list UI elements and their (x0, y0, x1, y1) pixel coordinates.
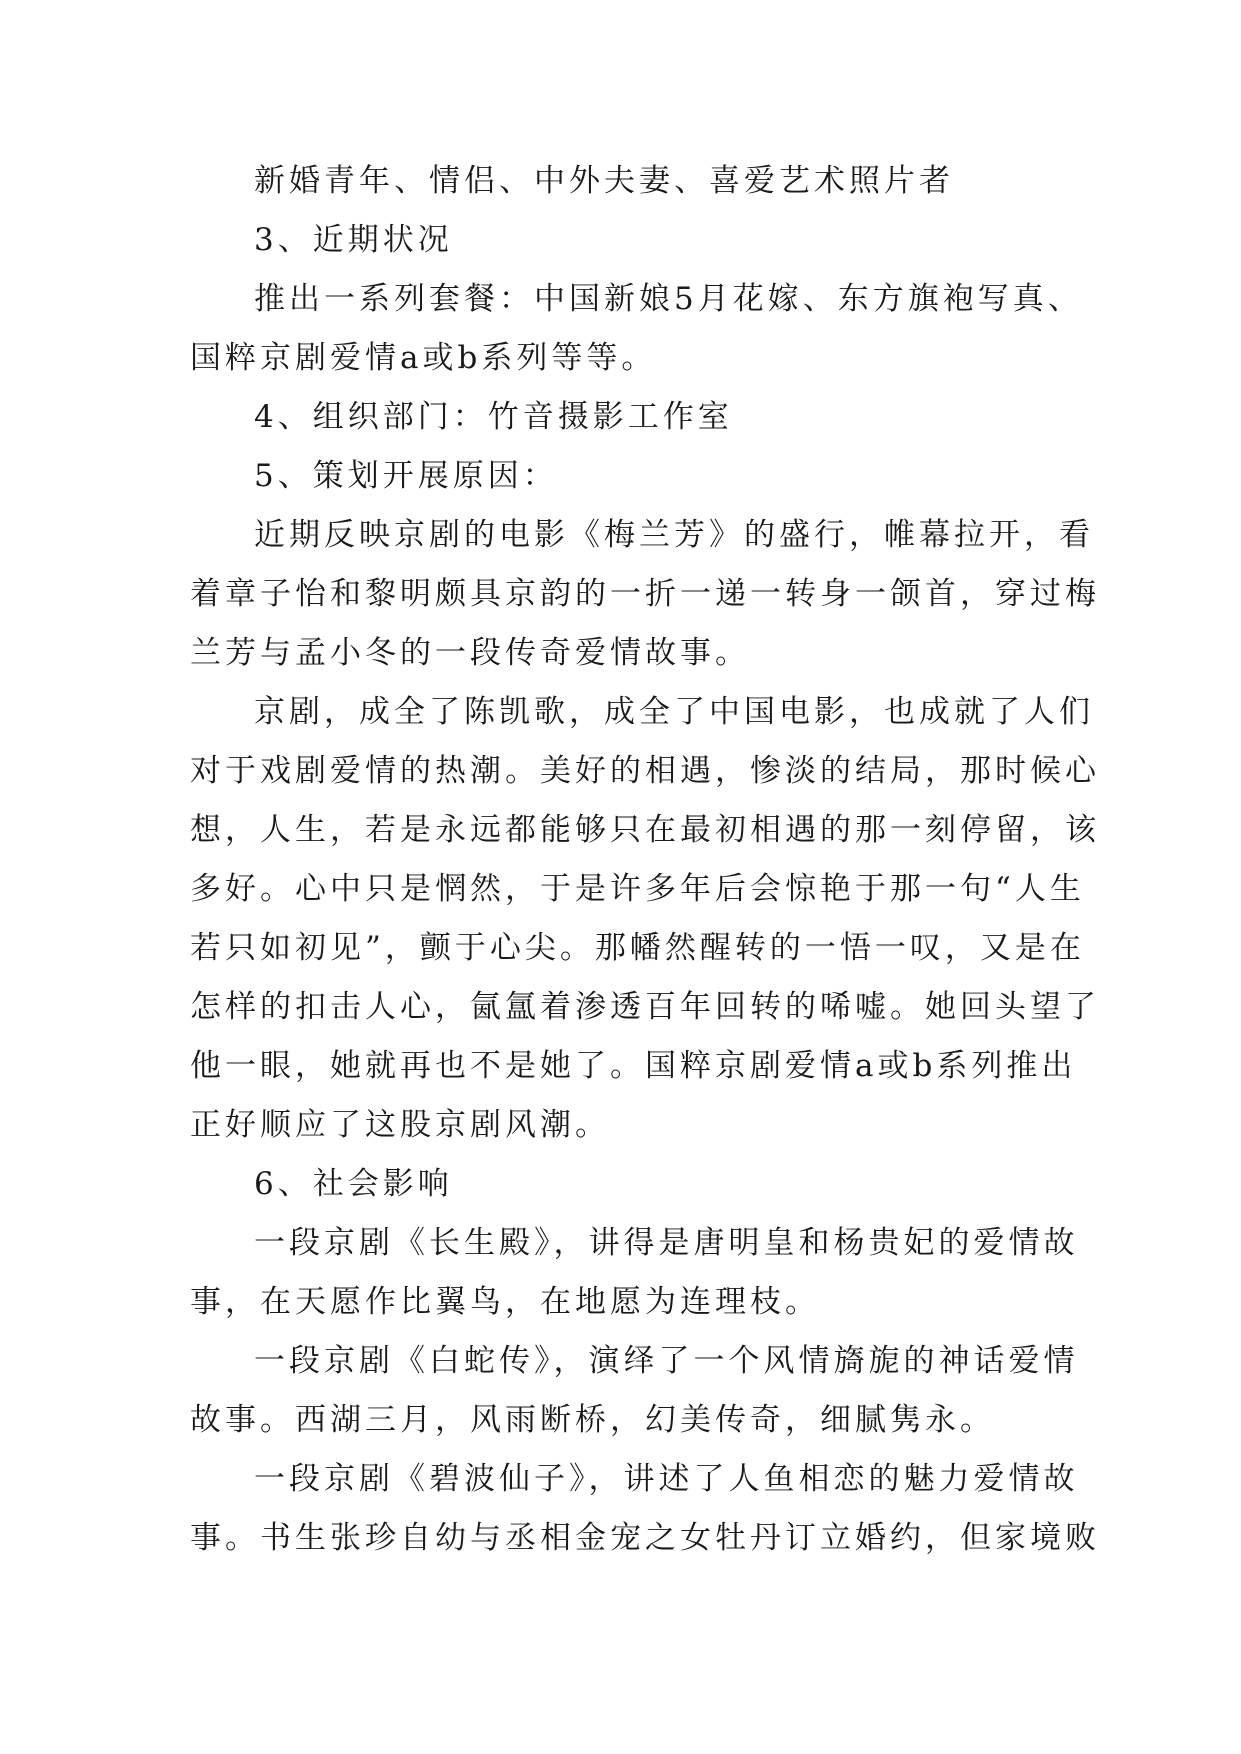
text-line: 对于戏剧爱情的热潮。美好的相遇，惨淡的结局，那时候心 (190, 753, 1100, 789)
text-line: 推出一系列套餐：中国新娘5月花嫁、东方旗袍写真、 (254, 281, 1083, 317)
section-heading: 6、社会影响 (254, 1166, 453, 1202)
text-line: 想，人生，若是永远都能够只在最初相遇的那一刻停留，该 (190, 812, 1100, 848)
text-line: 兰芳与孟小冬的一段传奇爱情故事。 (190, 635, 750, 671)
text-line: 一段京剧《碧波仙子》，讲述了人鱼相恋的魅力爱情故 (254, 1461, 1079, 1497)
section-heading: 3、近期状况 (254, 222, 453, 258)
text-line: 一段京剧《白蛇传》，演绎了一个风情旖旎的神话爱情 (254, 1343, 1079, 1379)
section-heading: 4、组织部门：竹音摄影工作室 (254, 399, 733, 435)
text-line: 多好。心中只是惘然，于是许多年后会惊艳于那一句“人生 (190, 871, 1085, 907)
text-line: 他一眼，她就再也不是她了。国粹京剧爱情a或b系列推出 (190, 1048, 1077, 1084)
text-line: 京剧，成全了陈凯歌，成全了中国电影，也成就了人们 (254, 694, 1094, 730)
text-line: 着章子怡和黎明颇具京韵的一折一递一转身一颌首，穿过梅 (190, 576, 1100, 612)
text-line: 怎样的扣击人心，氤氲着渗透百年回转的唏嘘。她回头望了 (190, 989, 1100, 1025)
text-line: 事，在天愿作比翼鸟，在地愿为连理枝。 (190, 1284, 820, 1320)
text-line: 若只如初见”，颤于心尖。那幡然醒转的一悟一叹，又是在 (190, 930, 1085, 966)
text-line: 国粹京剧爱情a或b系列等等。 (190, 340, 657, 376)
text-line: 近期反映京剧的电影《梅兰芳》的盛行，帷幕拉开，看 (254, 517, 1094, 553)
section-heading: 5、策划开展原因： (254, 458, 558, 494)
text-line: 新婚青年、情侣、中外夫妻、喜爱艺术照片者 (254, 163, 954, 199)
text-line: 故事。西湖三月，风雨断桥，幻美传奇，细腻隽永。 (190, 1402, 995, 1438)
text-line: 正好顺应了这股京剧风潮。 (190, 1107, 610, 1143)
text-line: 一段京剧《长生殿》，讲得是唐明皇和杨贵妃的爱情故 (254, 1225, 1079, 1261)
text-line: 事。书生张珍自幼与丞相金宠之女牡丹订立婚约，但家境败 (190, 1520, 1100, 1556)
document-body (190, 152, 1100, 1568)
